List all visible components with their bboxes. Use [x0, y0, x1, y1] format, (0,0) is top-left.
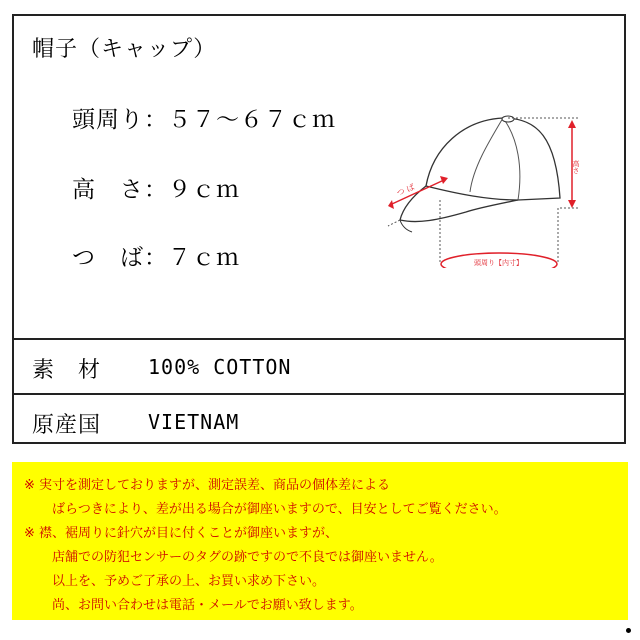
product-title: 帽子（キャップ） [32, 37, 217, 62]
origin-value: VIETNAM [148, 410, 240, 434]
material-value: 100% COTTON [148, 355, 292, 379]
cap-crown [426, 118, 560, 200]
cap-button [502, 116, 514, 122]
divider-origin [14, 393, 624, 395]
cap-seam [503, 118, 520, 200]
spec-sheet [12, 14, 626, 444]
note-line: ※ 実寸を測定しておりますが、測定誤差、商品の個体差による [24, 478, 391, 493]
corner-dot [626, 628, 631, 633]
cap-seam-2 [470, 118, 503, 192]
note-line: 店舗での防犯センサーのタグの跡ですので不良では御座いません。 [52, 550, 443, 565]
spec-head-circumference: 頭周り：５７～６７ｃｍ [72, 107, 336, 133]
brim-label: つ ば [395, 182, 416, 198]
height-label: 高さ [572, 160, 580, 174]
note-line: ※ 襟、裾周りに針穴が目に付くことが御座いますが、 [24, 526, 339, 541]
material-label: 素 材 [32, 358, 102, 383]
note-line: 尚、お問い合わせは電話・メールでお願い致します。 [52, 598, 363, 613]
note-line: 以上を、予めご了承の上、お買い求め下さい。 [52, 574, 326, 589]
cap-diagram [378, 108, 588, 268]
spec-brim: つ ば：７ｃｍ [72, 245, 240, 271]
divider-material [14, 338, 624, 340]
origin-label: 原産国 [32, 413, 102, 438]
note-line: ばらつきにより、差が出る場合が御座いますので、目安としてご覧ください。 [52, 502, 507, 517]
notes-box [12, 462, 628, 620]
spec-height: 高 さ：９ｃｍ [72, 177, 240, 203]
head-circumference-label: 頭周り【内寸】 [474, 259, 523, 267]
